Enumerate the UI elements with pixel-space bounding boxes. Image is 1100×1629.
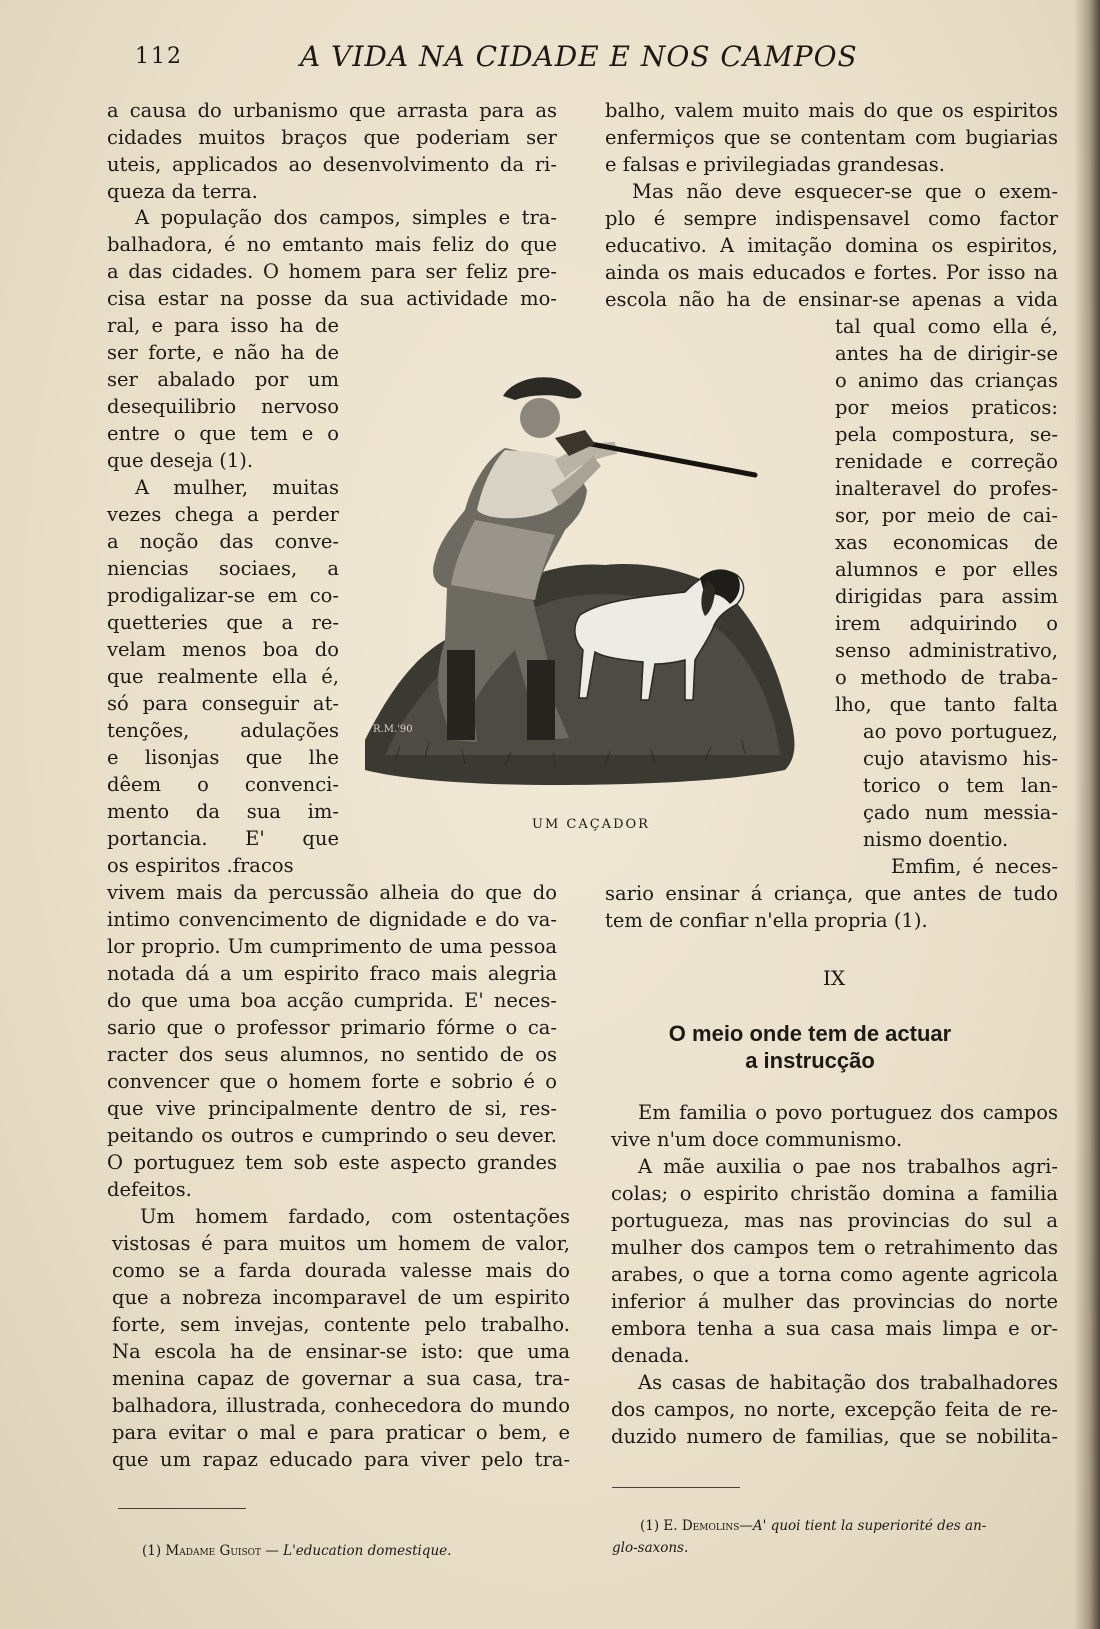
footnote-marker: (1)	[142, 1543, 162, 1559]
footnote-title: L'education domestique.	[283, 1543, 452, 1559]
text-line: que vive principalmente dentro de si, res-	[107, 1097, 557, 1120]
section-title-line: O meio onde tem de actuar	[668, 1021, 952, 1046]
text-line: a causa do urbanismo que arrasta para as	[107, 99, 557, 122]
text-line: e falsas e privilegiadas grandesas.	[605, 153, 945, 176]
text-line: colas; o espirito christão domina a familia	[611, 1182, 1058, 1205]
running-title: A VIDA NA CIDADE E NOS CAMPOS	[300, 40, 858, 73]
text-line: arabes, o que a torna como agente agricola	[611, 1263, 1058, 1286]
text-line: sario ensinar á criança, que antes de tudo	[605, 882, 1058, 905]
footnote-author: E. Demolins	[663, 1518, 740, 1534]
text-line: ao povo portuguez,	[863, 720, 1058, 743]
text-line: lor proprio. Um cumprimento de uma pessoa	[107, 935, 557, 958]
text-line: cisa estar na posse da sua actividade mo-	[107, 287, 557, 310]
text-line: tenções, adulações	[107, 719, 339, 742]
footnote-dash: —	[265, 1543, 279, 1559]
text-line: plo é sempre indispensavel como factor	[605, 207, 1058, 230]
text-line: vivem mais da percussão alheia do que do	[107, 881, 557, 904]
footnote-dash: —	[739, 1518, 753, 1534]
text-line: forte, sem invejas, contente pelo trabalho.	[112, 1313, 570, 1336]
footnote-rule	[612, 1487, 740, 1488]
text-line: tal qual como ella é,	[835, 315, 1058, 338]
footnote-left	[142, 1541, 451, 1561]
text-line: e lisonjas que lhe	[107, 746, 339, 769]
text-line: A população dos campos, simples e tra-	[135, 206, 557, 229]
text-line: çado num messia-	[863, 801, 1058, 824]
text-line: O portuguez tem sob este aspecto grandes	[107, 1151, 557, 1174]
text-line: cujo atavismo his-	[863, 747, 1058, 770]
footnote-author: Madame Guisot	[165, 1543, 262, 1559]
footnote-rule	[118, 1508, 246, 1509]
text-line: duzido numero de familias, que se nobilita-	[611, 1425, 1058, 1448]
text-line: dirigidas para assim	[835, 585, 1058, 608]
footnote-title: glo-saxons.	[612, 1540, 689, 1556]
text-line: irem adquirindo o	[835, 612, 1058, 635]
text-line: o animo das crianças	[835, 369, 1058, 392]
text-line: balhadora, illustrada, conhecedora do mundo	[112, 1394, 570, 1417]
text-line: dêem o convenci-	[107, 773, 339, 796]
text-line: alumnos e por elles	[835, 558, 1058, 581]
text-line: inferior á mulher das provincias do norte	[611, 1290, 1058, 1313]
text-line: mento da sua im-	[107, 800, 339, 823]
text-line: balho, valem muito mais do que os espiritos	[605, 99, 1058, 122]
footnote-right	[640, 1516, 986, 1536]
text-line: denada.	[611, 1344, 690, 1367]
text-line: convencer que o homem forte e sobrio é o	[107, 1070, 557, 1093]
footnote-marker: (1)	[640, 1518, 660, 1534]
text-line: inalteravel do profes-	[835, 477, 1058, 500]
text-line: para evitar o mal e para praticar o bem, e	[112, 1421, 570, 1444]
text-line: vistosas é para muitos um homem de valor,	[112, 1232, 570, 1255]
text-line: lho, que tanto falta	[835, 693, 1058, 716]
page-edge-shadow	[1074, 0, 1100, 1629]
text-line: o methodo de traba-	[835, 666, 1058, 689]
text-line: uteis, applicados ao desenvolvimento da ri-	[107, 153, 557, 176]
text-line: sor, por meio de cai-	[835, 504, 1058, 527]
text-line: do que uma boa acção cumprida. E' neces-	[107, 989, 557, 1012]
text-line: mulher dos campos tem o retrahimento das	[611, 1236, 1058, 1259]
text-line: As casas de habitação dos trabalhadores	[638, 1371, 1058, 1394]
text-line: a das cidades. O homem para ser feliz pre-	[107, 260, 557, 283]
text-line: torico o tem lan-	[863, 774, 1058, 797]
text-line: A mãe auxilia o pae nos trabalhos agri-	[638, 1155, 1058, 1178]
text-line: enfermiços que se contentam com bugiarias	[605, 126, 1058, 149]
footnote-title: A' quoi tient la superiorité des an-	[752, 1518, 987, 1534]
hunter-with-dog-image	[355, 360, 805, 810]
text-line: cidades muitos braços que poderiam ser	[107, 126, 557, 149]
text-line: peitando os outros e cumprindo o seu dever.	[107, 1124, 557, 1147]
section-title-line: a instrucção	[745, 1048, 875, 1073]
text-line: embora tenha a sua casa mais limpa e or-	[611, 1317, 1058, 1340]
text-line: intimo convencimento de dignidade e do va-	[107, 908, 557, 931]
text-line: sario que o professor primario fórme o ca-	[107, 1016, 557, 1039]
section-number: IX	[823, 966, 846, 990]
text-line: dos campos, no norte, excepção feita de re-	[611, 1398, 1058, 1421]
text-line: entre o que tem e o	[107, 422, 339, 445]
page-number: 112	[135, 44, 183, 69]
text-line: Mas não deve esquecer-se que o exem-	[632, 180, 1058, 203]
text-line: portugueza, mas nas provincias do sul a	[611, 1209, 1058, 1232]
text-line: pela compostura, se-	[835, 423, 1058, 446]
text-line: Emfim, é neces-	[891, 855, 1058, 878]
text-line: Um homem fardado, com ostentações	[140, 1205, 570, 1228]
text-line: a noção das conve-	[107, 530, 339, 553]
footnote-right-continued	[612, 1538, 688, 1558]
text-line: senso administrativo,	[835, 639, 1058, 662]
text-line: A mulher, muitas	[135, 476, 339, 499]
text-line: quetteries que a re-	[107, 611, 339, 634]
text-line: racter dos seus alumnos, no sentido de os	[107, 1043, 557, 1066]
text-line: queza da terra.	[107, 180, 258, 203]
text-line: velam menos boa do	[107, 638, 339, 661]
text-line: por meios praticos:	[835, 396, 1058, 419]
text-line: que a nobreza incomparavel de um espirito	[112, 1286, 570, 1309]
text-line: como se a farda dourada valesse mais do	[112, 1259, 570, 1282]
text-line: escola não ha de ensinar-se apenas a vida	[605, 288, 1058, 311]
text-line: que um rapaz educado para viver pelo tra-	[112, 1448, 570, 1471]
text-line: educativo. A imitação domina os espiritos,	[605, 234, 1058, 257]
text-line: nismo doentio.	[863, 828, 1009, 851]
text-line: Na escola ha de ensinar-se isto: que uma	[112, 1340, 570, 1363]
section-title	[610, 1020, 1010, 1074]
text-line: balhadora, é no emtanto mais feliz do que	[107, 233, 557, 256]
text-line: prodigalizar-se em co-	[107, 584, 339, 607]
hunter-illustration	[355, 360, 805, 810]
text-line: os espiritos .fracos	[107, 854, 294, 877]
text-line: xas economicas de	[835, 531, 1058, 554]
text-line: renidade e correção	[835, 450, 1058, 473]
text-line: que realmente ella é,	[107, 665, 339, 688]
text-line: Em familia o povo portuguez dos campos	[638, 1101, 1058, 1124]
text-line: que deseja (1).	[107, 449, 254, 472]
text-line: antes ha de dirigir-se	[835, 342, 1058, 365]
text-line: só para conseguir at-	[107, 692, 339, 715]
text-line: portancia. E' que	[107, 827, 339, 850]
text-line: ral, e para isso ha de	[107, 314, 339, 337]
text-line: vive n'um doce communismo.	[611, 1128, 903, 1151]
figure-caption: UM CAÇADOR	[532, 817, 650, 832]
text-line: ser forte, e não ha de	[107, 341, 339, 364]
text-line: ser abalado por um	[107, 368, 339, 391]
text-line: vezes chega a perder	[107, 503, 339, 526]
text-line: menina capaz de governar a sua casa, tra-	[112, 1367, 570, 1390]
text-line: desequilibrio nervoso	[107, 395, 339, 418]
artist-signature: R.M.'90	[373, 724, 413, 735]
text-line: defeitos.	[107, 1178, 192, 1201]
text-line: niencias sociaes, a	[107, 557, 339, 580]
text-line: notada dá a um espirito fraco mais alegria	[107, 962, 557, 985]
text-line: tem de confiar n'ella propria (1).	[605, 909, 928, 932]
text-line: ainda os mais educados e fortes. Por isso na	[605, 261, 1058, 284]
